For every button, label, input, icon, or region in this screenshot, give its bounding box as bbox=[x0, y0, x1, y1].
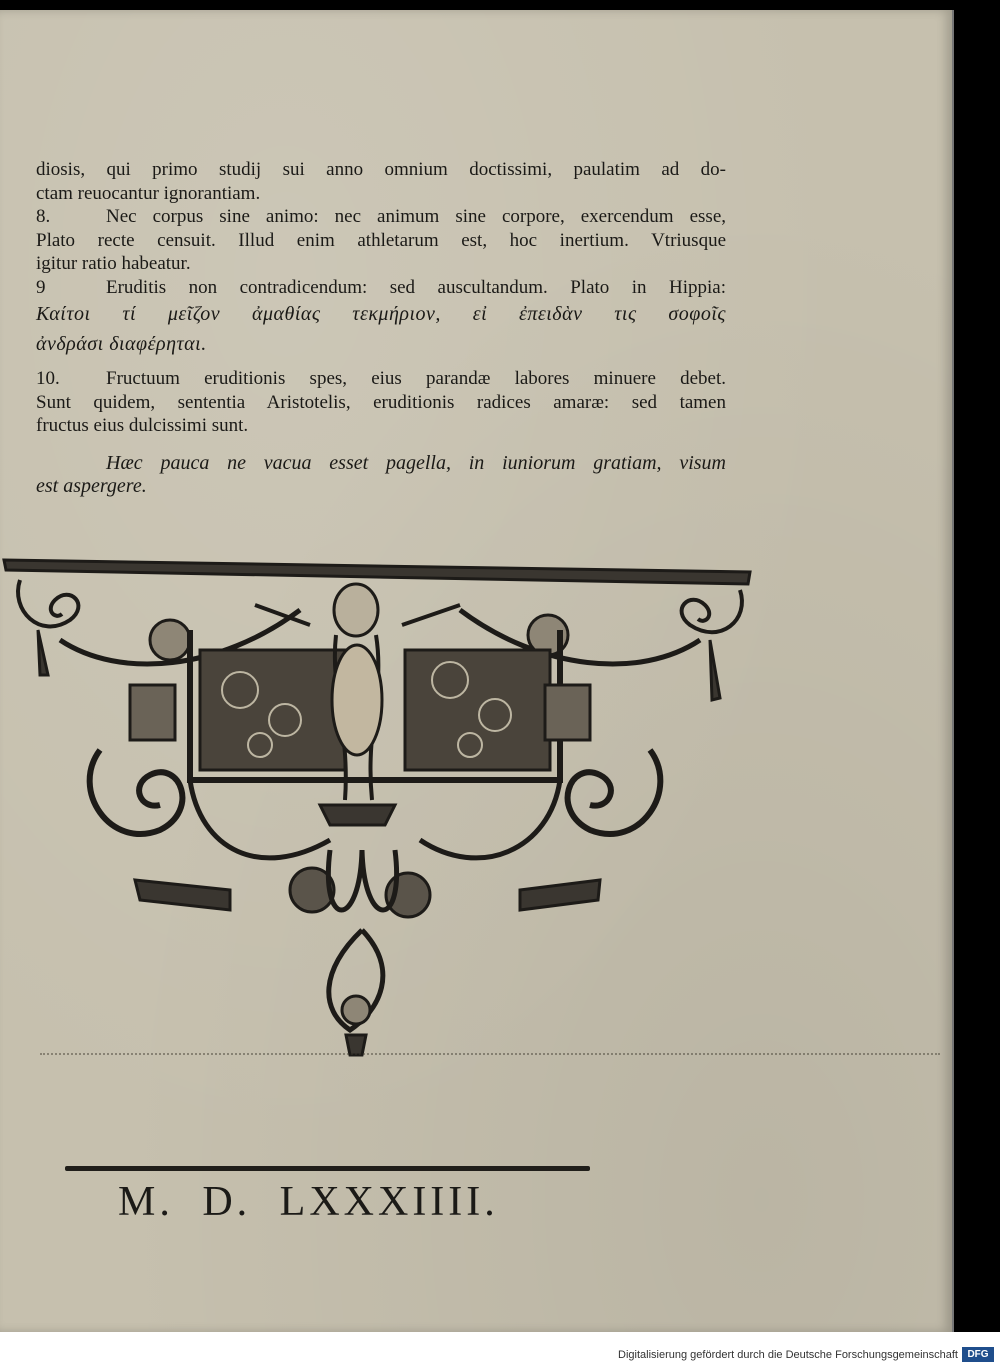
woodcut-ornament bbox=[0, 550, 760, 1070]
italic-line-2: est aspergere. bbox=[36, 475, 147, 497]
item-10-line-2: Sunt quidem, sententia Aristotelis, eruditionis radices amaræ: sed tamen bbox=[36, 391, 726, 413]
imprint-date: M. D. LXXXIIII. bbox=[118, 1179, 499, 1225]
text-line: ctam reuocantur ignorantiam. bbox=[36, 182, 261, 204]
item-10-line-3: fructus eius dulcissimi sunt. bbox=[36, 415, 249, 436]
item-8-line-2: Plato recte censuit. Illud enim athletarum est, hoc inertium. Vtriusque bbox=[36, 229, 726, 251]
greek-line-2: ἀνδράσι διαφέρηται. bbox=[36, 333, 207, 355]
dotted-rule bbox=[40, 1053, 940, 1057]
book-page bbox=[0, 10, 954, 1332]
footer-bar bbox=[0, 1332, 1000, 1365]
date-rule bbox=[65, 1166, 590, 1171]
item-8-line-1: 8. Nec corpus sine animo: nec animum sine corpore, exercendum esse, bbox=[36, 206, 726, 227]
item-number: 10. bbox=[36, 368, 60, 389]
item-10-line-1: 10. Fructuum eruditionis spes, eius parandæ labores minuere debet. bbox=[36, 368, 726, 389]
italic-line-1: Hæc pauca ne vacua esset pagella, in iuniorum gratiam, visum bbox=[106, 451, 726, 474]
item-8-line-3: igitur ratio habeatur. bbox=[36, 253, 191, 274]
dfg-logo: DFG bbox=[962, 1347, 994, 1362]
item-number: 8. bbox=[36, 206, 51, 227]
greek-line-1: Καίτοι τί μεῖζον ἀμαθίας τεκμήριον, εἰ ἐπειδὰν τις σοφοῖς bbox=[36, 303, 726, 325]
text-line: diosis, qui primo studij sui anno omnium doctissimi, paulatim ad do- bbox=[36, 159, 726, 180]
footer-credit: Digitalisierung gefördert durch die Deutsche Forschungsgemeinschaft bbox=[618, 1349, 958, 1361]
item-number: 9 bbox=[36, 276, 46, 298]
item-9-line-1: 9 Eruditis non contradicendum: sed auscultandum. Plato in Hippia: bbox=[36, 276, 726, 298]
text-block bbox=[36, 158, 726, 499]
